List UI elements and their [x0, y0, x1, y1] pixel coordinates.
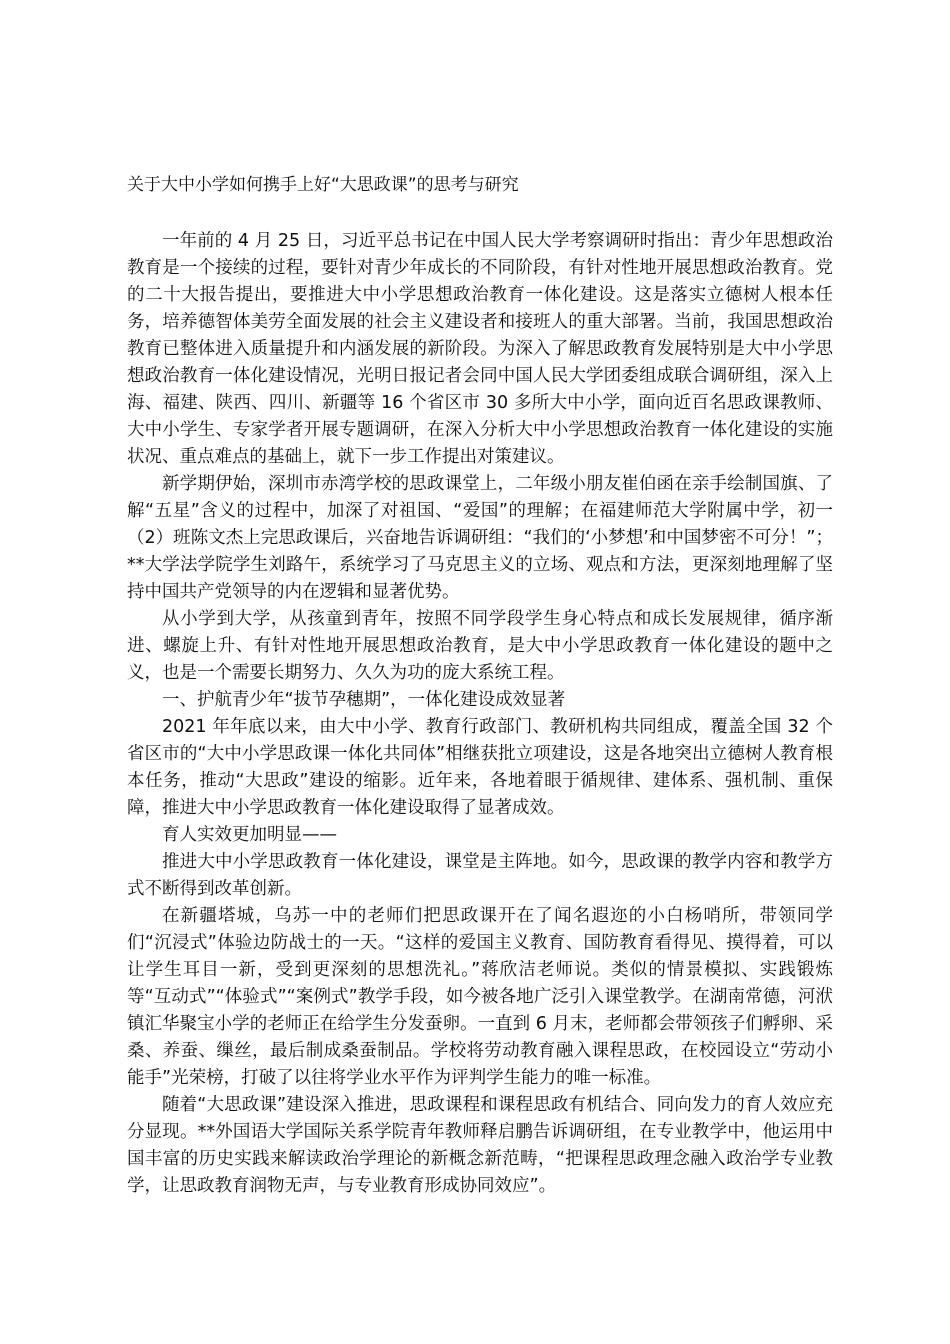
paragraph: 在新疆塔城，乌苏一中的老师们把思政课开在了闻名遐迩的小白杨哨所，带领同学们“沉浸式”体验边防战士的一天。“这样的爱国主义教育、国防教育看得见、摸得着，可以让学生耳目一新，受到更深刻的思想洗礼。”蒋欣洁老师说。类似的情景模拟、实践锻炼等“互动式”“体验式”“案例式”教学手段，如今被各地广泛引入课堂教学。在湖南常德，河洑镇汇华聚宝小学的老师正在给学生分发蚕卵。一直到 6 月末，老师都会带领孩子们孵卵、采桑、养蚕、缫丝，最后制成桑蚕制品。学校将劳动教育融入课程思政，在校园设立“劳动小能手”光荣榜，打破了以往将学业水平作为评判学生能力的唯一标准。	[127, 906, 833, 1088]
paragraph: 随着“大思政课”建设深入推进，思政课程和课程思政有机结合、同向发力的育人效应充分显现。**外国语大学国际关系学院青年教师释启鹏告诉调研组，在专业教学中，他运用中国丰富的历史实践来解读政治学理论的新概念新范畴，“把课程思政理念融入政治学专业教学，让思政教育润物无声，与专业教育形成协同效应”。	[127, 1095, 833, 1196]
paragraph: 一年前的 4 月 25 日，习近平总书记在中国人民大学考察调研时指出：青少年思想政治教育是一个接续的过程，要针对青少年成长的不同阶段，有针对性地开展思想政治教育。党的二十大报告提出，要推进大中小学思想政治教育一体化建设。这是落实立德树人根本任务，培养德智体美劳全面发展的社会主义建设者和接班人的重大部署。当前，我国思想政治教育已整体进入质量提升和内涵发展的新阶段。为深入了解思政教育发展特别是大中小学思想政治教育一体化建设情况，光明日报记者会同中国人民大学团委组成联合调研组，深入上海、福建、陕西、四川、新疆等 16 个省区市 30 多所大中小学，面向近百名思政课教师、大中小学生、专家学者开展专题调研，在深入分析大中小学思想政治教育一体化建设的实施状况、重点难点的基础上，就下一步工作提出对策建议。	[127, 231, 833, 467]
paragraph: 从小学到大学，从孩童到青年，按照不同学段学生身心特点和成长发展规律，循序渐进、螺旋上升、有针对性地开展思想政治教育，是大中小学思政教育一体化建设的题中之义，也是一个需要长期努力、久久为功的庞大系统工程。	[127, 609, 833, 683]
document-title: 关于大中小学如何携手上好“大思政课”的思考与研究	[127, 175, 519, 195]
paragraph: 新学期伊始，深圳市赤湾学校的思政课堂上，二年级小朋友崔伯函在亲手绘制国旗、了解“五星”含义的过程中，加深了对祖国、“爱国”的理解；在福建师范大学附属中学，初一（2）班陈文杰上完思政课后，兴奋地告诉调研组：“我们的‘小梦想’和中国梦密不可分！”；**大学法学院学生刘路午，系统学习了马克思主义的立场、观点和方法，更深刻地理解了坚持中国共产党领导的内在逻辑和显著优势。	[127, 474, 833, 602]
section-heading: 一、护航青少年“拔节孕穗期”，一体化建设成效显著	[162, 690, 566, 710]
paragraph: 推进大中小学思政教育一体化建设，课堂是主阵地。如今，思政课的教学内容和教学方式不断得到改革创新。	[127, 852, 833, 899]
document-page	[127, 173, 833, 1200]
paragraph: 2021 年年底以来，由大中小学、教育行政部门、教研机构共同组成，覆盖全国 32 个省区市的“大中小学思政课一体化共同体”相继获批立项建设，这是各地突出立德树人教育根本任务，推动“大思政”建设的缩影。近年来，各地着眼于循规律、建体系、强机制、重保障，推进大中小学思政教育一体化建设取得了显著成效。	[127, 717, 833, 818]
subheading: 育人实效更加明显——	[162, 825, 337, 845]
